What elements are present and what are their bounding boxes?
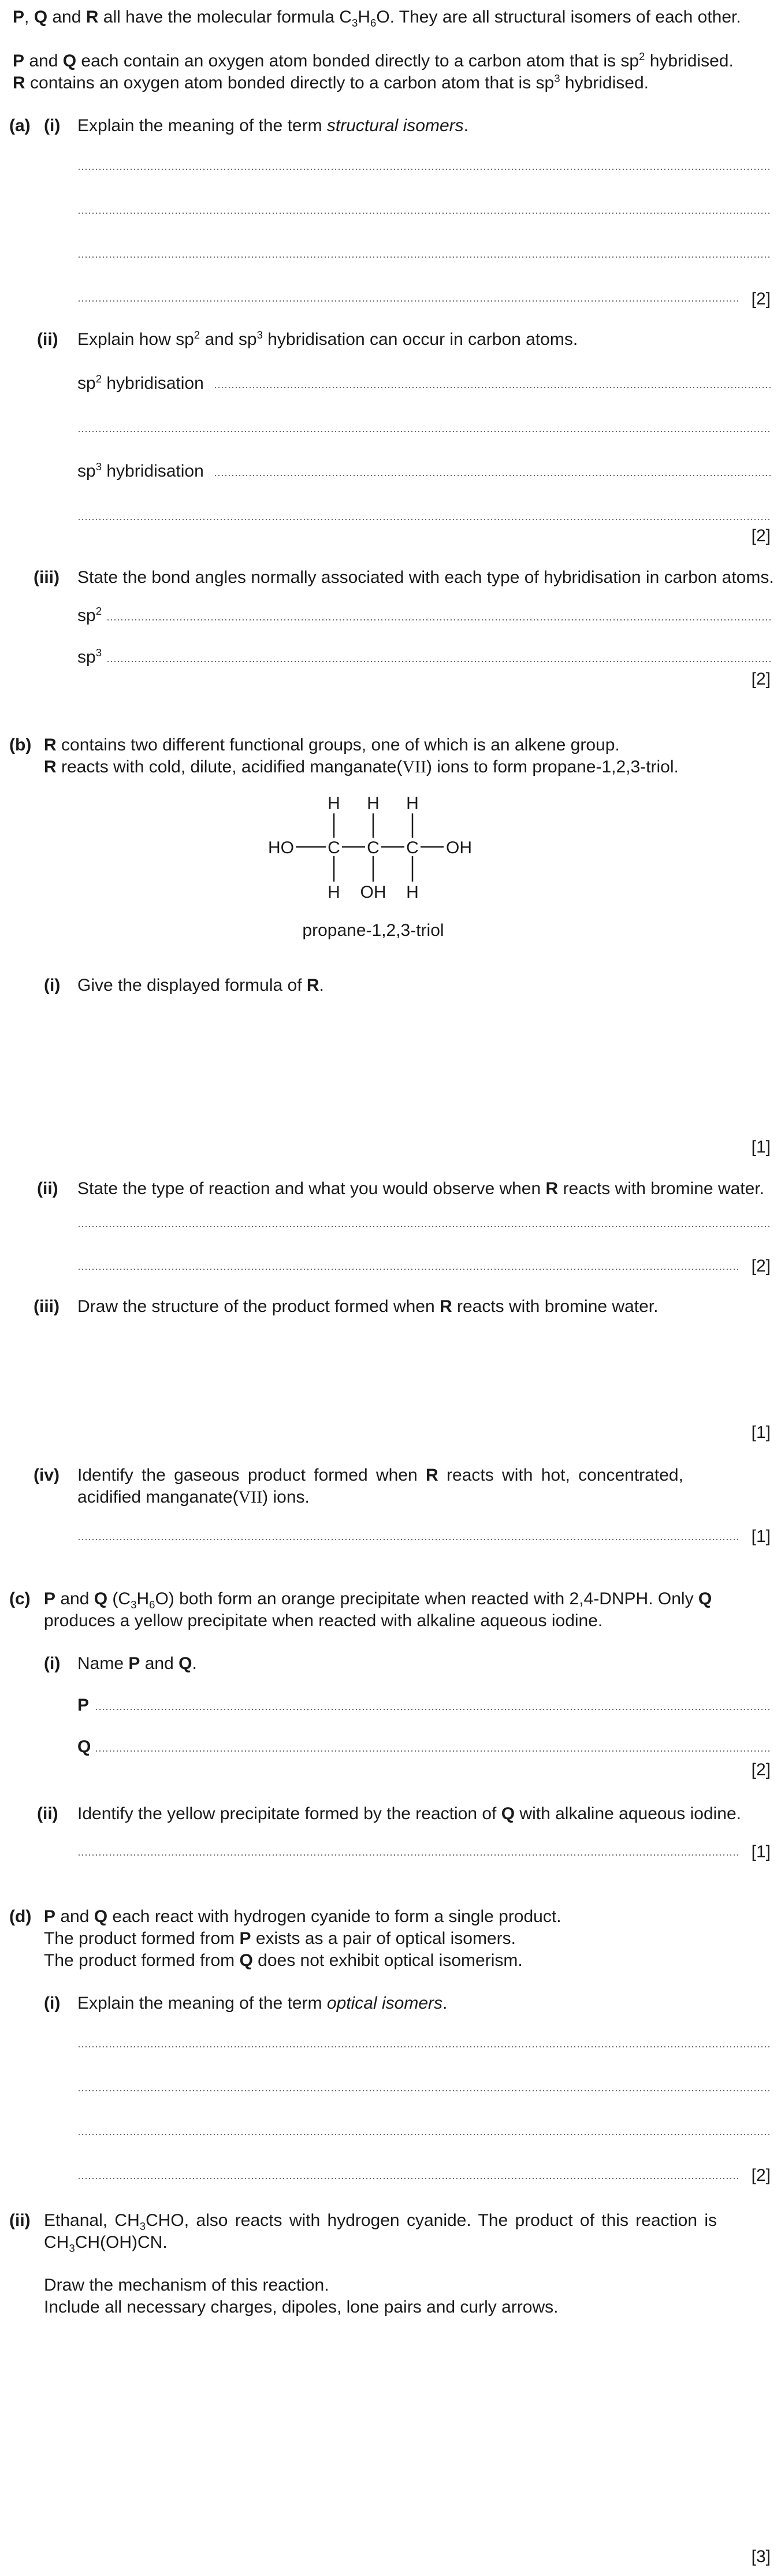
sp3-label: $sp^3$ (77, 646, 102, 667)
part-c-i-label: (i) (44, 1654, 61, 1673)
atom-oh: OH (446, 838, 472, 857)
drawing-area[interactable] (44, 2328, 771, 2536)
answer-line[interactable] (77, 2090, 771, 2091)
intro-line-1: P, Q and R all have the molecular formula $C_3H_6O$. They are all structural isomers of each other. (13, 8, 741, 29)
part-a-iii-label: (iii) (34, 568, 59, 587)
mark-b-i: [1] (751, 1138, 771, 1157)
c-line-2: produces a yellow precipitate when reacted with alkaline aqueous iodine. (44, 1611, 603, 1630)
a-iii-question: State the bond angles normally associated with each type of hybridisation in carbon atoms. (77, 568, 774, 587)
part-d-ii-label: (ii) (9, 2211, 31, 2230)
atom-h: H (328, 883, 340, 902)
part-a-i-label: (i) (44, 116, 61, 135)
sp2-hybridisation-label: $sp^2$ hybridisation (77, 373, 204, 393)
part-b-ii-label: (ii) (37, 1179, 58, 1198)
answer-line[interactable] (77, 431, 771, 432)
mark-b-iii: [1] (751, 1423, 771, 1442)
mark-a-i: [2] (751, 289, 771, 308)
intro-line-3: R contains an oxygen atom bonded directly to a carbon atom that is $sp^3$ hybridised. (13, 72, 649, 92)
answer-line[interactable] (95, 1709, 771, 1710)
mark-d-i: [2] (751, 2166, 771, 2185)
d-line-1: P and Q each react with hydrogen cyanide to form a single product. (44, 1907, 561, 1926)
part-b-i-label: (i) (44, 976, 61, 995)
propane-triol-structure (266, 791, 497, 965)
drawing-area[interactable] (77, 1005, 771, 1121)
part-b-label: (b) (9, 735, 32, 754)
d-ii-line-3: Draw the mechanism of this reaction. (44, 2276, 329, 2295)
intro-line-2: P and Q each contain an oxygen atom bonded directly to a carbon atom that is $sp^2$ hybridised. (13, 50, 734, 70)
c-ii-question: Identify the yellow precipitate formed by the reaction of Q with alkaline aqueous iodine. (77, 1804, 742, 1823)
mark-a-iii: [2] (751, 670, 771, 689)
answer-line[interactable] (214, 387, 771, 388)
sp2-label: $sp^2$ (77, 605, 102, 625)
mark-d-ii: [3] (751, 2547, 771, 2566)
part-c-label: (c) (9, 1589, 31, 1608)
c-i-question: Name P and Q. (77, 1654, 197, 1673)
atom-h: H (406, 883, 419, 902)
sp3-hybridisation-label: $sp^3$ hybridisation (77, 460, 204, 481)
mark-c-i: [2] (751, 1760, 771, 1779)
b-ii-question: State the type of reaction and what you would observe when R reacts with bromine water. (77, 1179, 764, 1198)
d-line-2: The product formed from P exists as a pair of optical isomers. (44, 1929, 516, 1948)
answer-line[interactable] (77, 2046, 771, 2047)
answer-line[interactable] (77, 169, 771, 170)
answer-label-p: P (77, 1696, 90, 1715)
part-d-label: (d) (9, 1907, 32, 1926)
b-iii-question: Draw the structure of the product formed when R reacts with bromine water. (77, 1297, 659, 1316)
d-ii-line-4: Include all necessary charges, dipoles, lone pairs and curly arrows. (44, 2298, 559, 2317)
b-i-question: Give the displayed formula of R. (77, 976, 324, 995)
atom-h: H (328, 794, 340, 813)
part-b-iv-label: (iv) (34, 1466, 59, 1485)
part-a-label: (a) (9, 116, 31, 135)
part-d-i-label: (i) (44, 1994, 61, 2013)
answer-line[interactable] (77, 519, 771, 520)
answer-line[interactable] (77, 1226, 771, 1227)
b-iv-question-2: acidified manganate(VII) ions. (77, 1488, 310, 1507)
atom-oh: OH (360, 883, 386, 902)
mark-c-ii: [1] (751, 1842, 771, 1861)
answer-line[interactable] (77, 2178, 741, 2179)
mark-a-ii: [2] (751, 526, 771, 545)
answer-line[interactable] (77, 300, 741, 302)
b-iv-question-1: Identify the gaseous product formed when R reacts with hot, concentrated, (77, 1466, 683, 1485)
atom-c: C (328, 838, 340, 857)
answer-line[interactable] (77, 2134, 771, 2135)
part-b-iii-label: (iii) (34, 1297, 59, 1316)
answer-line[interactable] (214, 475, 771, 476)
atom-h: H (367, 794, 380, 813)
answer-label-q: Q (77, 1737, 91, 1756)
part-c-ii-label: (ii) (37, 1804, 58, 1823)
d-line-3: The product formed from Q does not exhibit optical isomerism. (44, 1951, 523, 1970)
answer-line[interactable] (106, 619, 771, 620)
answer-line[interactable] (77, 213, 771, 214)
part-a-ii-label: (ii) (37, 330, 58, 349)
answer-line[interactable] (77, 1539, 741, 1540)
b-line-2: R reacts with cold, dilute, acidified manganate(VII) ions to form propane-1,2,3-triol. (44, 757, 679, 776)
d-ii-line-2: $CH_3CH(OH)CN$. (44, 2233, 168, 2254)
mark-b-ii: [2] (751, 1257, 771, 1276)
answer-line[interactable] (106, 661, 771, 662)
drawing-area[interactable] (77, 1326, 771, 1419)
b-line-1: R contains two different functional groups, one of which is an alkene group. (44, 735, 620, 754)
structure-caption: propane-1,2,3-triol (302, 921, 444, 940)
atom-c: C (367, 838, 380, 857)
answer-line[interactable] (77, 1269, 741, 1270)
a-ii-question: Explain how $sp^2$ and $sp^3$ hybridisation can occur in carbon atoms. (77, 329, 578, 349)
answer-line[interactable] (77, 1854, 741, 1856)
answer-line[interactable] (77, 257, 771, 258)
atom-h: H (406, 794, 419, 813)
d-i-question: Explain the meaning of the term optical isomers. (77, 1994, 448, 2013)
atom-ho: HO (268, 838, 294, 857)
a-i-question: Explain the meaning of the term structural isomers. (77, 116, 468, 135)
answer-line[interactable] (95, 1750, 771, 1752)
mark-b-iv: [1] (751, 1527, 771, 1546)
d-ii-line-1: Ethanal, $CH_3CHO$, also reacts with hydrogen cyanide. The product of this reaction is (44, 2211, 717, 2232)
c-line-1: P and Q $(C_3H_6O)$ both form an orange precipitate when reacted with 2,4-DNPH. Only Q (44, 1589, 712, 1611)
atom-c: C (406, 838, 419, 857)
